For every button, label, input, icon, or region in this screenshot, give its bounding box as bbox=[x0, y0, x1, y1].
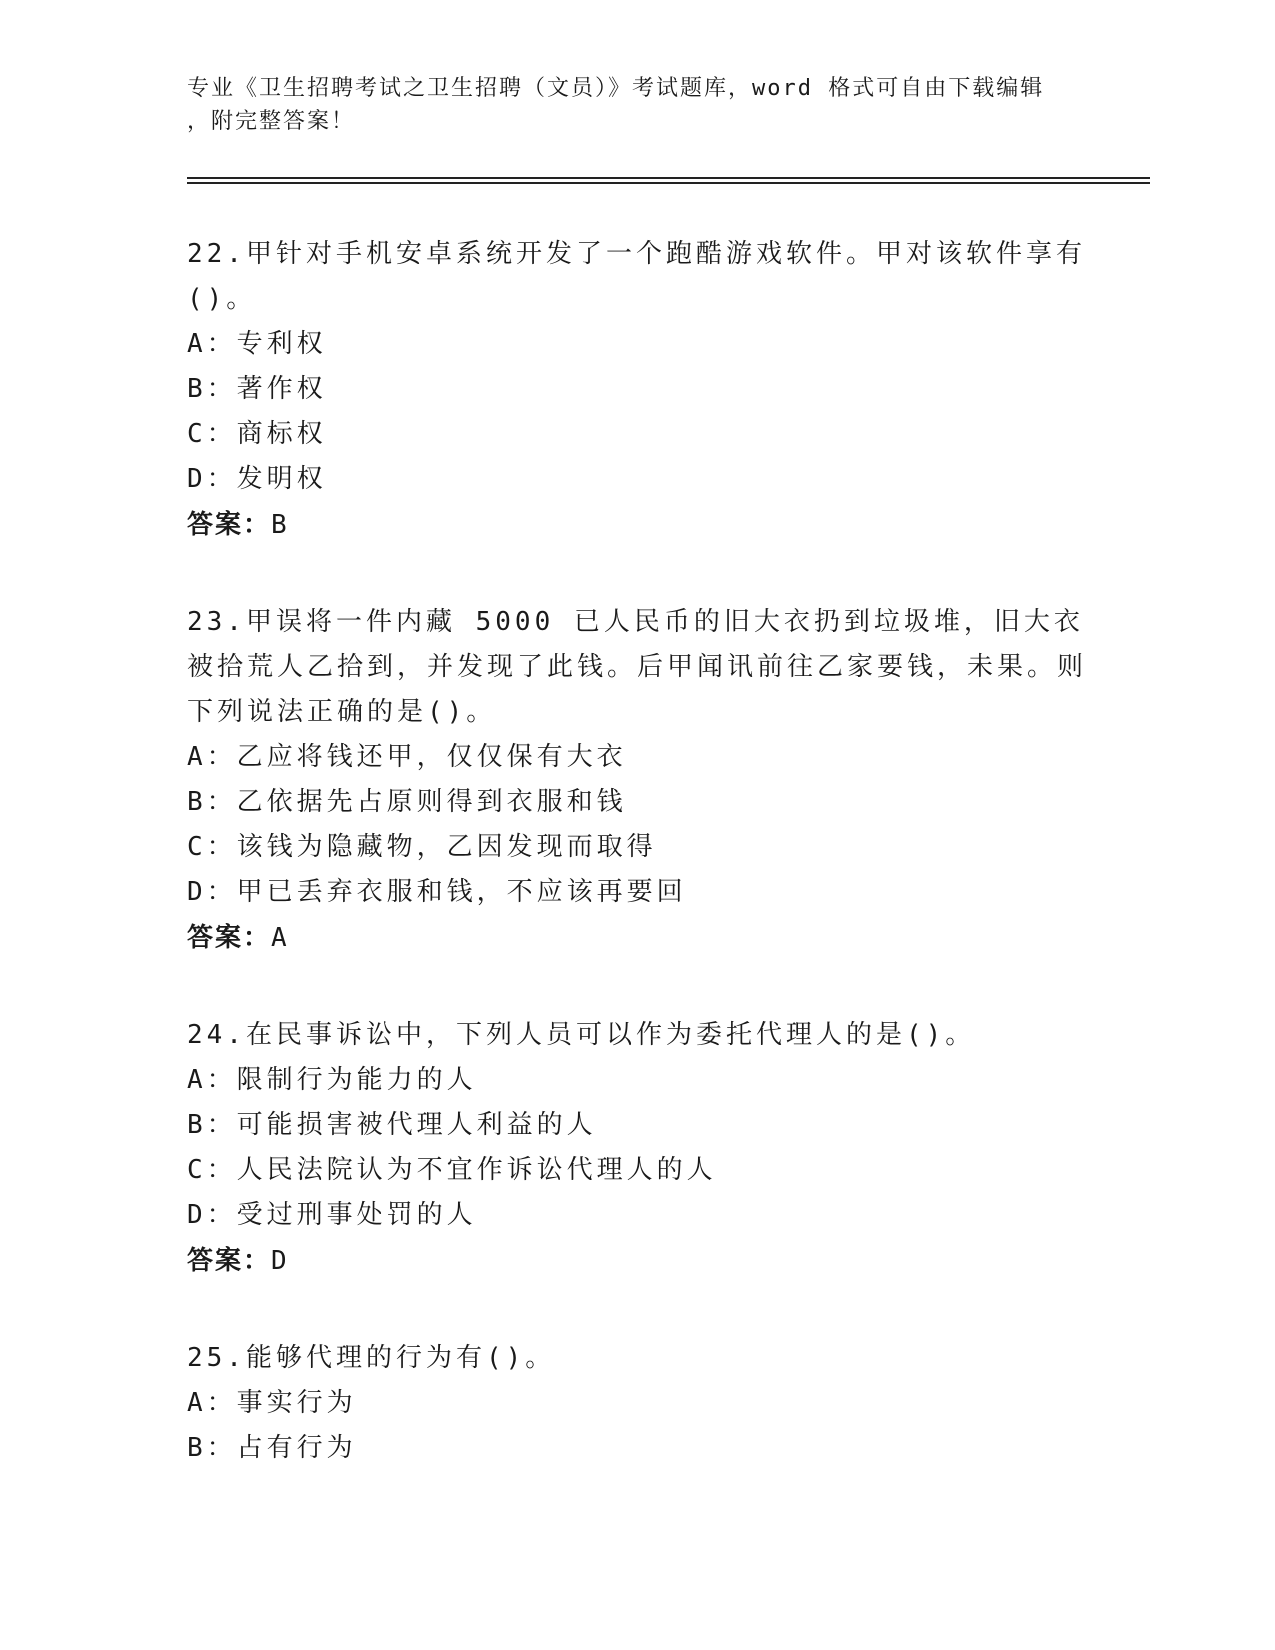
question-text: 23.甲误将一件内藏 5000 已人民币的旧大衣扔到垃圾堆，旧大衣被拾荒人乙拾到，并发现了此钱。后甲闻讯前往乙家要钱，未果。则下列说法正确的是()。 bbox=[187, 607, 1088, 727]
option-c: C：商标权 bbox=[187, 419, 327, 449]
option-b: B：占有行为 bbox=[187, 1433, 357, 1463]
header-divider-bottom bbox=[187, 182, 1150, 184]
answer-value: D bbox=[271, 1246, 289, 1276]
option-b: B：乙依据先占原则得到衣服和钱 bbox=[187, 787, 627, 817]
header-divider-top bbox=[187, 177, 1150, 179]
question-list bbox=[187, 232, 1087, 1523]
header-line-2: ，附完整答案！ bbox=[187, 109, 356, 134]
answer-line bbox=[187, 915, 1087, 961]
question-text: 24.在民事诉讼中，下列人员可以作为委托代理人的是()。 bbox=[187, 1020, 976, 1050]
answer-label: 答案： bbox=[187, 923, 272, 953]
option-d: D：受过刑事处罚的人 bbox=[187, 1200, 477, 1230]
option-b: B：著作权 bbox=[187, 374, 327, 404]
option-d: D：甲已丢弃衣服和钱，不应该再要回 bbox=[187, 877, 687, 907]
document-header bbox=[187, 72, 1067, 138]
answer-value: A bbox=[271, 923, 289, 953]
answer-label: 答案： bbox=[187, 510, 272, 540]
question-text: 25.能够代理的行为有()。 bbox=[187, 1343, 556, 1373]
question-text: 22.甲针对手机安卓系统开发了一个跑酷游戏软件。甲对该软件享有()。 bbox=[187, 239, 1086, 314]
option-a: A：专利权 bbox=[187, 329, 327, 359]
question-22 bbox=[187, 232, 1087, 548]
question-23 bbox=[187, 600, 1087, 961]
option-a: A：限制行为能力的人 bbox=[187, 1065, 477, 1095]
question-25 bbox=[187, 1336, 1087, 1471]
option-b: B：可能损害被代理人利益的人 bbox=[187, 1110, 597, 1140]
option-d: D：发明权 bbox=[187, 464, 327, 494]
option-a: A：事实行为 bbox=[187, 1388, 357, 1418]
option-c: C：人民法院认为不宜作诉讼代理人的人 bbox=[187, 1155, 717, 1185]
answer-label: 答案： bbox=[187, 1246, 272, 1276]
header-line-1: 专业《卫生招聘考试之卫生招聘（文员）》考试题库，word 格式可自由下载编辑 bbox=[187, 76, 1045, 101]
option-c: C：该钱为隐藏物，乙因发现而取得 bbox=[187, 832, 657, 862]
option-a: A：乙应将钱还甲，仅仅保有大衣 bbox=[187, 742, 627, 772]
answer-value: B bbox=[271, 510, 289, 540]
question-24 bbox=[187, 1013, 1087, 1284]
answer-line bbox=[187, 502, 1087, 548]
answer-line bbox=[187, 1238, 1087, 1284]
